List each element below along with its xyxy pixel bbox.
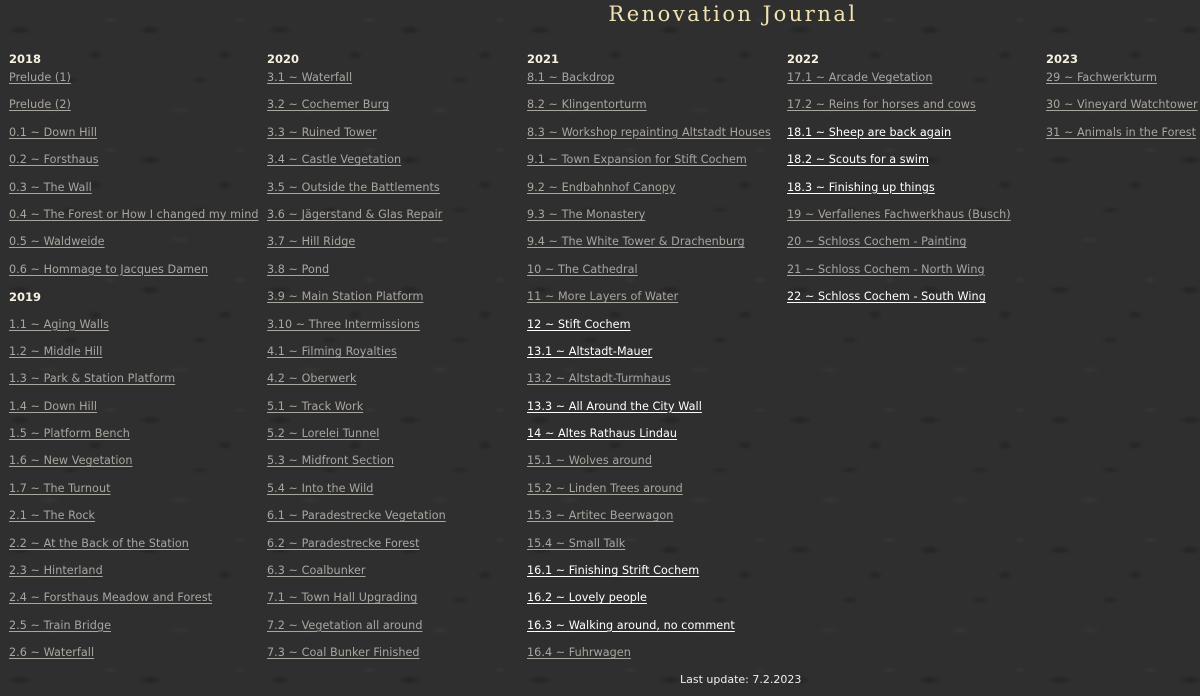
journal-entry-link[interactable]: Prelude (1)	[9, 71, 71, 84]
journal-entry-link[interactable]: 16.1 ~ Finishing Strift Cochem	[527, 564, 700, 578]
year-heading: 2019	[9, 290, 42, 305]
journal-entry-link[interactable]: 1.5 ~ Platform Bench	[9, 427, 130, 441]
year-heading: 2023	[1046, 52, 1079, 66]
year-column	[267, 51, 446, 674]
journal-entry-link[interactable]: 3.1 ~ Waterfall	[267, 71, 353, 84]
journal-entry-link[interactable]: 3.9 ~ Main Station Platform	[267, 290, 424, 304]
journal-entry-link[interactable]: 29 ~ Fachwerkturm	[1046, 71, 1157, 84]
journal-entry-link[interactable]: 15.4 ~ Small Talk	[527, 536, 626, 550]
journal-entry-link[interactable]: 2.4 ~ Forsthaus Meadow and Forest	[9, 591, 213, 605]
journal-entry-link[interactable]: 5.4 ~ Into the Wild	[267, 481, 374, 495]
journal-entry-link[interactable]: 6.2 ~ Paradestrecke Forest	[267, 536, 420, 550]
journal-entry-link[interactable]: 4.2 ~ Oberwerk	[267, 372, 357, 386]
journal-entry-link[interactable]: 16.4 ~ Fuhrwagen	[527, 646, 631, 660]
journal-entry-link[interactable]: 8.2 ~ Klingentorturm	[527, 98, 647, 112]
journal-entry-link[interactable]: 6.1 ~ Paradestrecke Vegetation	[267, 509, 446, 523]
journal-entry-link[interactable]: 18.3 ~ Finishing up things	[787, 180, 935, 194]
journal-entry-link[interactable]: 7.1 ~ Town Hall Upgrading	[267, 591, 418, 605]
journal-entry-link[interactable]: 0.5 ~ Waldweide	[9, 235, 105, 249]
journal-entry-link[interactable]: 0.2 ~ Forsthaus	[9, 153, 99, 167]
journal-entry-link[interactable]: 0.1 ~ Down Hill	[9, 125, 98, 139]
journal-entry-link[interactable]: 5.2 ~ Lorelei Tunnel	[267, 427, 380, 441]
journal-entry-link[interactable]: 3.4 ~ Castle Vegetation	[267, 153, 402, 167]
journal-entry-link[interactable]: 14 ~ Altes Rathaus Lindau	[527, 427, 678, 441]
journal-entry-link[interactable]: 3.8 ~ Pond	[267, 262, 330, 276]
journal-entry-link[interactable]: 3.2 ~ Cochemer Burg	[267, 98, 390, 112]
journal-entry-link[interactable]: 12 ~ Stift Cochem	[527, 317, 631, 331]
last-update: Last update: 7.2.2023	[680, 673, 802, 686]
journal-entry-link[interactable]: 0.3 ~ The Wall	[9, 180, 92, 194]
journal-entry-link[interactable]: 2.5 ~ Train Bridge	[9, 618, 112, 632]
journal-entry-link[interactable]: 17.1 ~ Arcade Vegetation	[787, 71, 933, 84]
journal-entry-link[interactable]: 16.3 ~ Walking around, no comment	[527, 618, 735, 632]
year-column	[527, 51, 771, 674]
journal-entry-link[interactable]: 0.4 ~ The Forest or How I changed my mind	[9, 207, 259, 221]
journal-entry-link[interactable]: 2.1 ~ The Rock	[9, 509, 96, 523]
journal-entry-link[interactable]: 13.1 ~ Altstadt-Mauer	[527, 344, 653, 358]
journal-entry-link[interactable]: 3.10 ~ Three Intermissions	[267, 317, 420, 331]
journal-entry-link[interactable]: 6.3 ~ Coalbunker	[267, 564, 366, 578]
year-column	[1046, 51, 1198, 153]
journal-entry-link[interactable]: 1.2 ~ Middle Hill	[9, 344, 103, 358]
journal-entry-link[interactable]: 5.1 ~ Track Work	[267, 399, 364, 413]
journal-entry-link[interactable]: 2.2 ~ At the Back of the Station	[9, 536, 189, 550]
journal-entry-link[interactable]: 2.6 ~ Waterfall	[9, 646, 95, 660]
journal-entry-link[interactable]: 7.3 ~ Coal Bunker Finished	[267, 646, 420, 660]
journal-entry-link[interactable]: 1.1 ~ Aging Walls	[9, 317, 109, 331]
journal-entry-link[interactable]: 2.3 ~ Hinterland	[9, 564, 103, 578]
page-title: Renovation Journal	[608, 2, 858, 26]
journal-entry-link[interactable]: 9.3 ~ The Monastery	[527, 207, 646, 221]
journal-entry-link[interactable]: 9.1 ~ Town Expansion for Stift Cochem	[527, 153, 747, 167]
journal-entry-link[interactable]: 5.3 ~ Midfront Section	[267, 454, 394, 468]
journal-entry-link[interactable]: 21 ~ Schloss Cochem - North Wing	[787, 262, 985, 276]
journal-entry-link[interactable]: 7.2 ~ Vegetation all around	[267, 618, 423, 632]
journal-entry-link[interactable]: 13.2 ~ Altstadt-Turmhaus	[527, 372, 671, 386]
journal-entry-link[interactable]: 11 ~ More Layers of Water	[527, 290, 679, 304]
year-column	[787, 51, 1011, 318]
journal-entry-link[interactable]: 19 ~ Verfallenes Fachwerkhaus (Busch)	[787, 207, 1011, 221]
journal-entry-link[interactable]: 15.2 ~ Linden Trees around	[527, 481, 683, 495]
year-column	[9, 51, 259, 674]
journal-entry-link[interactable]: 18.2 ~ Scouts for a swim	[787, 153, 929, 167]
journal-entry-link[interactable]: 3.6 ~ Jägerstand & Glas Repair	[267, 207, 443, 221]
journal-entry-link[interactable]: 3.3 ~ Ruined Tower	[267, 125, 377, 139]
journal-entry-link[interactable]: 9.4 ~ The White Tower & Drachenburg	[527, 235, 745, 249]
journal-entry-link[interactable]: 4.1 ~ Filming Royalties	[267, 344, 397, 358]
journal-entry-link[interactable]: 1.6 ~ New Vegetation	[9, 454, 133, 468]
year-heading: 2018	[9, 52, 42, 66]
journal-entry-link[interactable]: 0.6 ~ Hommage to Jacques Damen	[9, 262, 209, 276]
journal-entry-link[interactable]: 8.1 ~ Backdrop	[527, 71, 615, 84]
journal-entry-link[interactable]: 3.5 ~ Outside the Battlements	[267, 180, 440, 194]
journal-entry-link[interactable]: 22 ~ Schloss Cochem - South Wing	[787, 290, 986, 304]
journal-entry-link[interactable]: 8.3 ~ Workshop repainting Altstadt Houses	[527, 125, 771, 139]
journal-entry-link[interactable]: 9.2 ~ Endbahnhof Canopy	[527, 180, 676, 194]
journal-entry-link[interactable]: 16.2 ~ Lovely people	[527, 591, 647, 605]
journal-entry-link[interactable]: 1.7 ~ The Turnout	[9, 481, 111, 495]
year-heading: 2020	[267, 52, 300, 66]
journal-entry-link[interactable]: 17.2 ~ Reins for horses and cows	[787, 98, 976, 112]
journal-entry-link[interactable]: 20 ~ Schloss Cochem - Painting	[787, 235, 967, 249]
year-heading: 2021	[527, 52, 560, 66]
year-heading: 2022	[787, 52, 820, 66]
journal-entry-link[interactable]: 18.1 ~ Sheep are back again	[787, 125, 952, 139]
journal-entry-link[interactable]: 1.3 ~ Park & Station Platform	[9, 372, 176, 386]
journal-entry-link[interactable]: 30 ~ Vineyard Watchtower	[1046, 98, 1198, 112]
journal-entry-link[interactable]: 1.4 ~ Down Hill	[9, 399, 98, 413]
journal-entry-link[interactable]: 15.3 ~ Artitec Beerwagon	[527, 509, 674, 523]
journal-entry-link[interactable]: Prelude (2)	[9, 98, 71, 112]
journal-entry-link[interactable]: 15.1 ~ Wolves around	[527, 454, 652, 468]
journal-entry-link[interactable]: 13.3 ~ All Around the City Wall	[527, 399, 702, 413]
journal-entry-link[interactable]: 3.7 ~ Hill Ridge	[267, 235, 356, 249]
journal-entry-link[interactable]: 31 ~ Animals in the Forest	[1046, 125, 1197, 139]
journal-entry-link[interactable]: 10 ~ The Cathedral	[527, 262, 638, 276]
